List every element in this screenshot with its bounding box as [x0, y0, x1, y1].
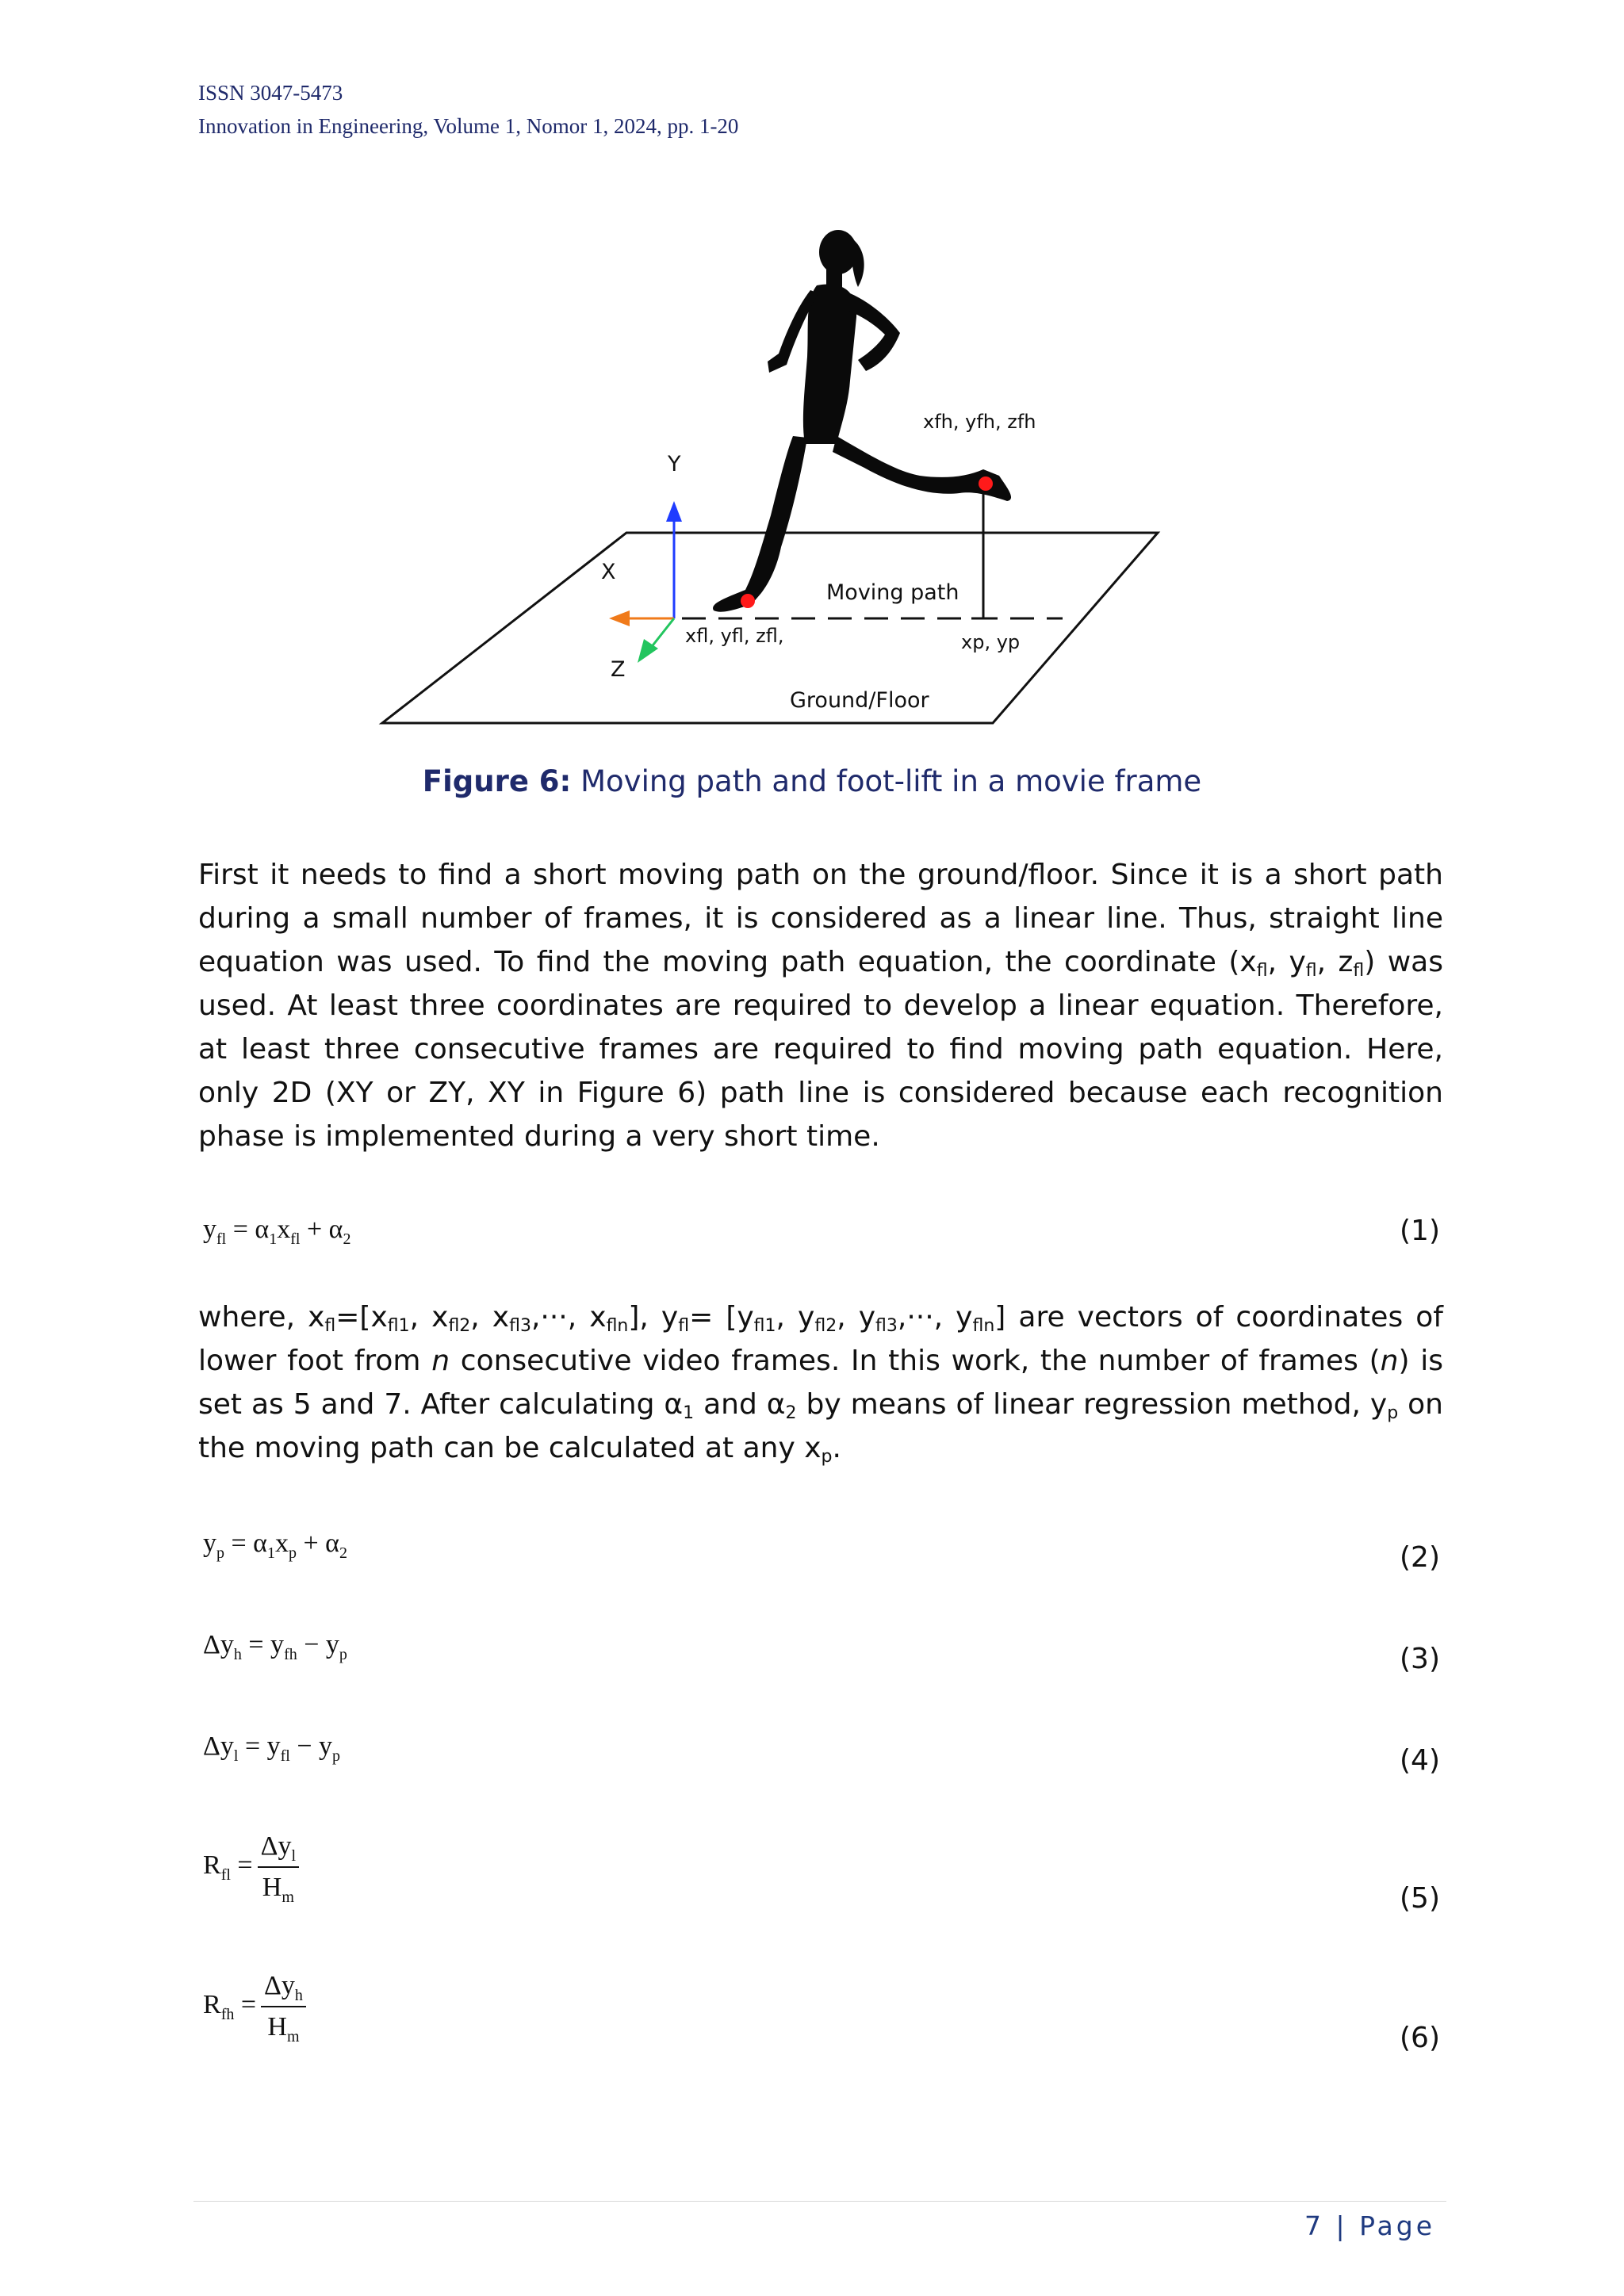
- equation-3: $\Delta y_h = y_{fh} - y_p$: [203, 1630, 347, 1663]
- upper-foot-marker: [979, 476, 993, 491]
- figure-6-diagram: [373, 214, 1174, 737]
- fraction-5: $\frac{\Delta y_l}{H_m}$: [258, 1831, 299, 1903]
- label-moving-path: Moving path: [826, 580, 959, 605]
- figure-6: [373, 214, 1174, 737]
- z-axis: [650, 618, 674, 649]
- equation-1-number: (1): [1400, 1215, 1440, 1247]
- paragraph-1: First it needs to find a short moving path on the ground/floor. Since it is a short path during a small number of frames, it is considered as a linear line. Thus, straight line equation was used. To find the moving path equation, the coordinate ($x_{fl}$, $y_{fl}$, $z_{fl}$) was used. At least three coordinates are required to develop a linear equation. Therefore, at least three consecutive frames are required to find moving path equation. Here, only 2D (XY or ZY, XY in Figure 6) path line is considered because each recognition phase is implemented during a very short time.: [198, 859, 1443, 1153]
- label-x: X: [601, 560, 616, 584]
- label-foot-low: xfl, yfl, zfl,: [685, 625, 784, 647]
- label-z: Z: [611, 657, 626, 682]
- page-number: 7 | Page: [1304, 2210, 1435, 2241]
- caption-text: Moving path and foot-lift in a movie frame: [571, 764, 1202, 798]
- equation-5-number: (5): [1400, 1882, 1440, 1915]
- figure-caption: [0, 764, 1624, 798]
- caption-label: Figure 6:: [422, 764, 572, 798]
- label-foot-high: xfh, yfh, zfh: [923, 411, 1036, 433]
- journal-header: [198, 76, 738, 143]
- equation-6-number: (6): [1400, 2022, 1440, 2054]
- equation-4-number: (4): [1400, 1744, 1440, 1777]
- equation-2-number: (2): [1400, 1541, 1440, 1574]
- paragraph-2: where, $x_{fl}=[x_{fl1}$, $x_{fl2}$, $x_{fl3},\cdot\cdot\cdot$, $x_{fln}$], $y_{fl}= [y_{fl1}$, $y_{fl2}$, $y_{fl3},\cdot\cdot\cdot$, $y_{fln}$] are vectors of coordinates of lower foot from n consecutive video frames. In this work, the number of frames (n) is set as 5 and 7. After calculating $\alpha_1$ and $\alpha_2$ by means of linear regression method, $y_p$ on the moving path can be calculated at any $x_p$.: [198, 1301, 1443, 1467]
- equation-3-number: (3): [1400, 1643, 1440, 1675]
- equation-5: $R_{fl}$ = $\frac{\Delta y_l}{H_m}$: [203, 1831, 299, 1903]
- x-axis-arrow: [609, 610, 630, 626]
- footer-divider: [193, 2201, 1446, 2202]
- y-axis-arrow: [666, 501, 682, 522]
- fraction-6: $\frac{\Delta y_h}{H_m}$: [261, 1971, 306, 2042]
- issn-text: ISSN 3047-5473: [198, 81, 343, 105]
- label-ground: Ground/Floor: [790, 688, 929, 713]
- label-y: Y: [668, 452, 681, 476]
- equation-4: $\Delta y_l = y_{fl} - y_p$: [203, 1732, 341, 1765]
- equation-1: $y_{fl} = \alpha_1x_{fl} + \alpha_2$: [203, 1215, 351, 1248]
- journal-citation: Innovation in Engineering, Volume 1, Nomor 1, 2024, pp. 1-20: [198, 114, 739, 138]
- equation-6: $R_{fh}$ = $\frac{\Delta y_h}{H_m}$: [203, 1971, 306, 2042]
- lower-foot-marker: [741, 594, 755, 608]
- label-path-point: xp, yp: [961, 631, 1021, 653]
- equation-2: $y_p = \alpha_1x_p + \alpha_2$: [203, 1529, 347, 1562]
